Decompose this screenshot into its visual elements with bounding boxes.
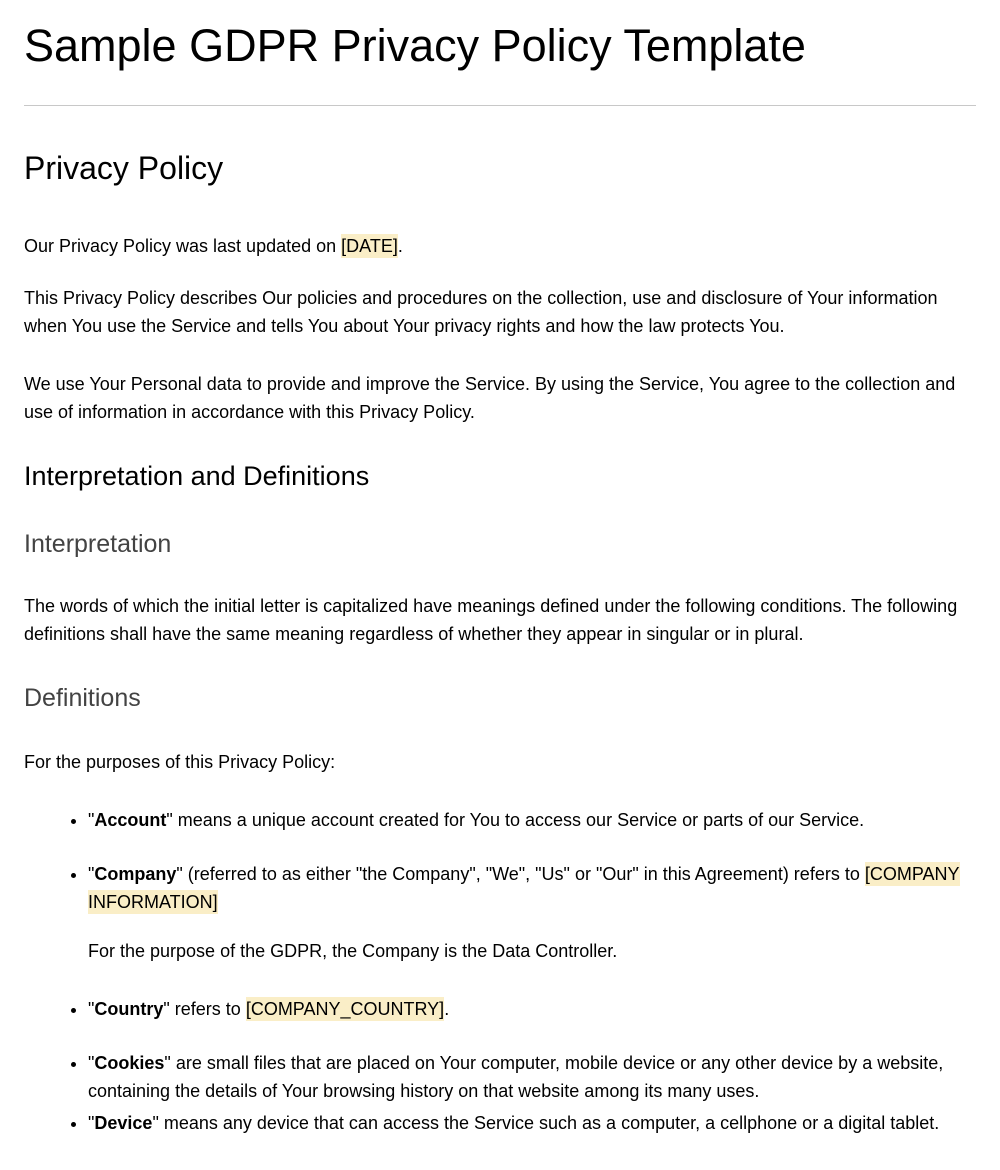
defined-term: Cookies — [94, 1053, 165, 1073]
definitions-list — [24, 806, 976, 1137]
text-run: " — [88, 864, 95, 884]
last-updated-paragraph — [24, 232, 976, 260]
section-heading-interpretation-and-definitions: Interpretation and Definitions — [24, 461, 370, 491]
placeholder-token: [DATE] — [341, 236, 398, 256]
text-run: " (referred to as either "the Company", "We", "Us" or "Our" in this Agreement) refers to — [176, 864, 865, 884]
placeholder-token: [COMPANY_COUNTRY] — [245, 999, 445, 1019]
definitions-lead-paragraph: For the purposes of this Privacy Policy: — [24, 752, 336, 772]
intro-paragraph: We use Your Personal data to provide and improve the Service. By using the Service, You agree to the collection and use of information in accordance with this Privacy Policy. — [24, 374, 956, 422]
text-run: " means a unique account created for You to access our Service or parts of our Service. — [166, 810, 865, 830]
definition-item — [88, 995, 976, 1023]
text-run: . — [444, 999, 450, 1019]
definition-note: For the purpose of the GDPR, the Company is the Data Controller. — [88, 941, 618, 961]
text-run: . — [397, 236, 403, 256]
text-run: " — [88, 999, 95, 1019]
definition-item — [88, 1109, 976, 1137]
text-run: " refers to — [163, 999, 246, 1019]
page-title: Sample GDPR Privacy Policy Template — [24, 20, 806, 71]
privacy-policy-heading: Privacy Policy — [24, 150, 224, 186]
text-run: Our Privacy Policy was last updated on — [24, 236, 342, 256]
definition-item — [88, 806, 976, 834]
horizontal-divider — [24, 105, 976, 106]
subheading-definitions: Definitions — [24, 684, 141, 712]
defined-term: Device — [94, 1113, 153, 1133]
placeholder-token: [COMPANY INFORMATION] — [88, 864, 960, 912]
definition-item — [88, 1049, 976, 1105]
defined-term: Company — [94, 864, 177, 884]
definition-item — [88, 860, 976, 965]
text-run: " means any device that can access the Service such as a computer, a cellphone or a digital tablet. — [152, 1113, 940, 1133]
defined-term: Account — [94, 810, 167, 830]
subheading-interpretation: Interpretation — [24, 530, 172, 558]
text-run: " — [88, 810, 95, 830]
defined-term: Country — [94, 999, 164, 1019]
text-run: " — [88, 1053, 95, 1073]
text-run: " — [88, 1113, 95, 1133]
interpretation-paragraph: The words of which the initial letter is capitalized have meanings defined under the following conditions. The following definitions shall have the same meaning regardless of whether they appear in singular or in plural. — [24, 596, 958, 644]
privacy-policy-document — [24, 19, 976, 1137]
intro-paragraph: This Privacy Policy describes Our policies and procedures on the collection, use and disclosure of Your information when You use the Service and tells You about Your privacy rights and how the law protects You. — [24, 288, 938, 336]
text-run: " are small files that are placed on Your computer, mobile device or any other device by a website, containing the details of Your browsing history on that website among its many uses. — [88, 1053, 944, 1101]
